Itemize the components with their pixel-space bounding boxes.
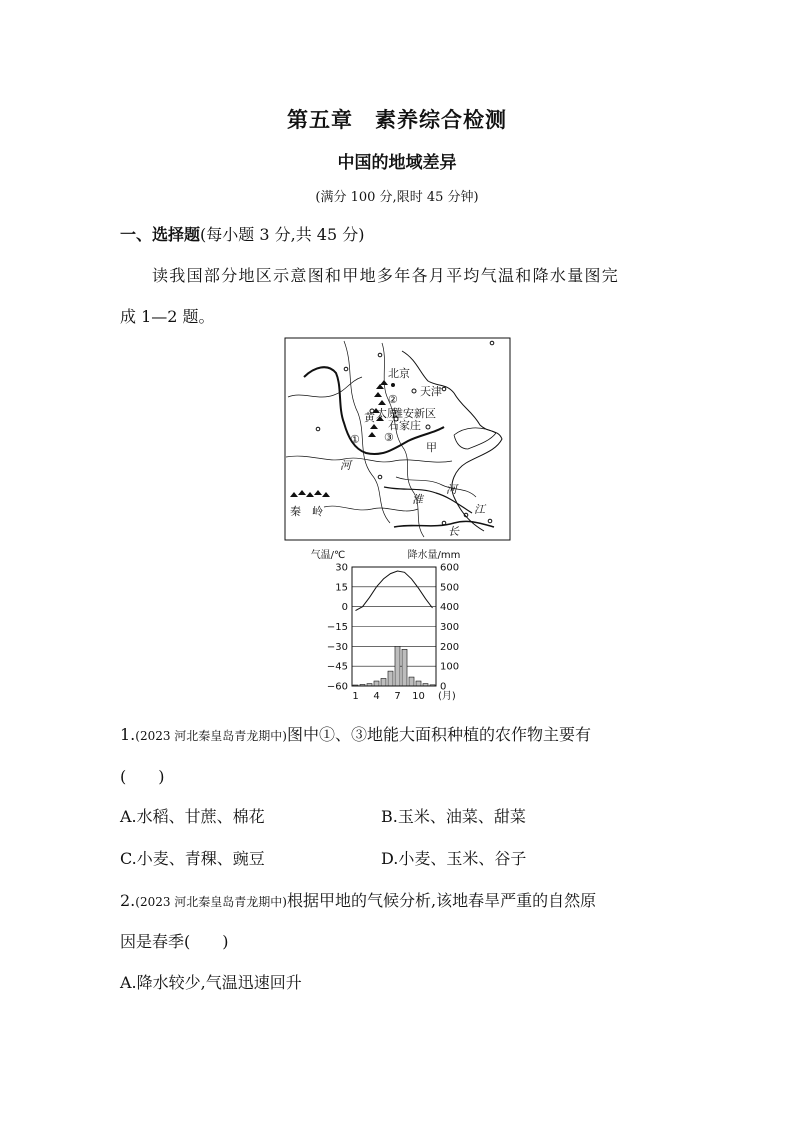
precip-bar <box>402 649 407 686</box>
temp-axis-label: 气温/℃ <box>310 550 346 561</box>
precip-tick-label: 0 <box>440 681 447 693</box>
question-2 <box>120 888 596 911</box>
chart-grid <box>352 567 436 686</box>
section-note: (每小题 3 分,共 45 分) <box>200 225 365 244</box>
temperature-curve <box>356 571 433 611</box>
q2-text-line-2: 因是春季( ) <box>120 932 229 951</box>
figure-svg <box>284 337 512 712</box>
region-map <box>285 338 510 540</box>
temp-tick-label: −15 <box>326 622 348 633</box>
precip-tick-label: 500 <box>440 582 460 594</box>
q2-source: (2023 河北秦皇岛青龙期中) <box>135 895 287 909</box>
q1-option-c: C.小麦、青稞、豌豆 <box>120 849 265 868</box>
q1-option-d: D.小麦、玉米、谷子 <box>381 849 527 868</box>
question-1 <box>120 722 591 745</box>
q1-option-b: B.玉米、油菜、甜菜 <box>381 807 526 826</box>
precip-tick-label: 600 <box>440 562 460 574</box>
marker-1: ① <box>350 433 360 446</box>
temp-tick-label: −30 <box>326 641 348 653</box>
precip-tick-label: 200 <box>440 641 460 653</box>
label-qin: 秦 <box>290 505 301 518</box>
precip-bar <box>388 671 393 686</box>
precip-bar <box>374 681 379 686</box>
label-jiang: 江 <box>474 503 485 516</box>
temp-tick-label: 0 <box>341 602 348 614</box>
label-beijing: 北京 <box>388 367 410 380</box>
q1-number: 1. <box>120 725 136 744</box>
q2-number: 2. <box>120 891 136 910</box>
month-tick-label: 4 <box>373 691 380 702</box>
month-tick-label: 7 <box>394 691 401 702</box>
label-shijiazhuang: 石家庄 <box>388 419 421 432</box>
month-unit: (月) <box>438 691 456 702</box>
section-title: 一、选择题 <box>120 225 201 244</box>
label-tianjin: 天津 <box>420 385 442 398</box>
q1-answer-blank: ( ) <box>120 767 165 786</box>
temp-tick-label: −60 <box>326 681 348 693</box>
month-tick-label: 1 <box>352 691 359 702</box>
page-subtitle: 中国的地域差异 <box>337 153 457 173</box>
precip-tick-label: 100 <box>440 661 460 673</box>
label-jia: 甲 <box>426 441 437 454</box>
score-time-note: (满分 100 分,限时 45 分钟) <box>315 190 479 205</box>
marker-3: ③ <box>384 431 394 444</box>
q2-option-a: A.降水较少,气温迅速回升 <box>120 973 302 992</box>
q1-option-a: A.水稻、甘蔗、棉花 <box>120 807 265 826</box>
precip-ticks <box>440 563 459 693</box>
label-xiongan: 雄安新区 <box>392 407 436 420</box>
precip-bar <box>416 681 421 686</box>
chapter-title <box>0 104 794 134</box>
precip-tick-label: 400 <box>440 602 460 614</box>
figure <box>284 337 512 716</box>
precip-bar <box>395 646 400 686</box>
marker-2: ② <box>388 393 398 406</box>
q2-text: 根据甲地的气候分析,该地春旱严重的自然原 <box>286 891 597 910</box>
label-ling: 岭 <box>312 505 323 518</box>
label-huang: 黄 <box>364 411 375 424</box>
q1-text: 图中①、③地能大面积种植的农作物主要有 <box>286 725 591 744</box>
temp-tick-label: 30 <box>335 562 348 574</box>
q1-source: (2023 河北秦皇岛青龙期中) <box>135 729 287 743</box>
month-ticks <box>352 691 425 702</box>
label-huai: 淮 <box>412 493 423 506</box>
temp-tick-label: 15 <box>335 582 348 594</box>
chapter-name: 素养综合检测 <box>375 107 507 132</box>
precip-bar <box>381 678 386 686</box>
climate-chart <box>311 548 461 702</box>
temp-tick-label: −45 <box>326 661 348 673</box>
precip-tick-label: 300 <box>440 622 460 633</box>
intro-line-1: 读我国部分地区示意图和甲地多年各月平均气温和降水量图完 <box>152 266 620 285</box>
label-chang: 长 <box>448 525 459 538</box>
precip-bar <box>409 677 414 686</box>
label-taiyuan: 太原 <box>376 407 398 420</box>
label-he2: 河 <box>446 483 457 496</box>
section-heading <box>120 222 364 245</box>
label-he: 河 <box>340 459 351 472</box>
precip-axis-label: 降水量/mm <box>407 550 461 561</box>
intro-line-2: 成 1—2 题。 <box>120 307 215 326</box>
chapter-number: 第五章 <box>287 107 353 132</box>
month-tick-label: 10 <box>412 691 425 702</box>
temp-ticks <box>327 563 348 693</box>
